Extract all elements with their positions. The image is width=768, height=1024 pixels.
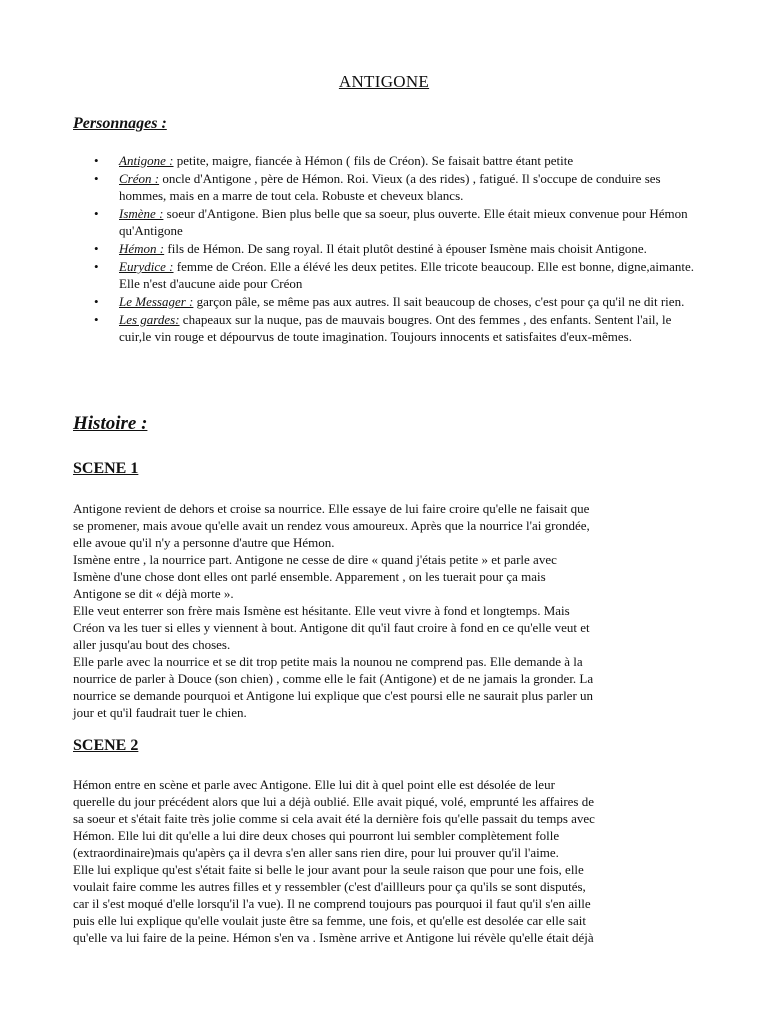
scene-2-title: SCENE 2 <box>73 737 139 754</box>
character-name: Ismène : <box>119 206 164 221</box>
character-item <box>94 152 696 169</box>
text-line: elle avoue qu'il n'y a personne d'autre que Hémon. <box>73 535 335 550</box>
character-description: petite, maigre, fiancée à Hémon ( fils de Créon). Se faisait battre étant petite <box>173 153 574 168</box>
character-description: soeur d'Antigone. Bien plus belle que sa soeur, plus ouverte. Elle était mieux convenue pour Hémon qu'Antigone <box>119 206 688 238</box>
bullet-icon: • <box>94 153 99 168</box>
scene-2-text <box>73 776 696 946</box>
character-item <box>94 205 696 239</box>
text-line: nourrice de parler à Douce (son chien) , comme elle le fait (Antigone) et de ne jamais la gronder. La <box>73 671 594 686</box>
text-line: Antigone revient de dehors et croise sa nourrice. Elle essaye de lui faire croire qu'elle ne faisait que <box>73 501 590 516</box>
text-line: Elle lui explique qu'est s'était faite si belle le jour avant pour la seule raison que pour une fois, elle <box>73 862 584 877</box>
character-item <box>94 293 696 310</box>
bullet-icon: • <box>94 294 99 309</box>
character-description: femme de Créon. Elle a élévé les deux petites. Elle tricote beaucoup. Elle est bonne, digne,aimante. Elle n'est d'aucune aide pour Créon <box>119 259 695 291</box>
text-line: Ismène entre , la nourrice part. Antigone ne cesse de dire « quand j'étais petite » et parle avec <box>73 552 557 567</box>
text-line: se promener, mais avoue qu'elle avait un rendez vous amoureux. Après que la nourrice l'ai grondée, <box>73 518 590 533</box>
character-description: chapeaux sur la nuque, pas de mauvais bougres. Ont des femmes , des enfants. Sentent l'ail, le cuir,le vin rouge et dépourvus de toute imagination. Toujours innocents et satisfaites d'eux-mêmes. <box>119 312 672 344</box>
character-name: Les gardes: <box>119 312 180 327</box>
scene-1-text <box>73 500 696 721</box>
text-line: Ismène d'une chose dont elles ont parlé ensemble. Apparement , on les tuerait pour ça mais <box>73 569 546 584</box>
text-line: sa soeur et s'était faite très jolie comme si cela avait été la dernière fois qu'elle passait du temps avec <box>73 811 595 826</box>
document-title: ANTIGONE <box>338 72 430 91</box>
text-line: puis elle lui explique qu'elle voulait juste être sa femme, une fois, et qu'elle est desolée car elle sait <box>73 913 586 928</box>
bullet-icon: • <box>94 171 99 186</box>
bullet-icon: • <box>94 206 99 221</box>
bullet-icon: • <box>94 312 99 327</box>
bullet-icon: • <box>94 241 99 256</box>
text-line: (extraordinaire)mais qu'apèrs ça il devra s'en aller sans rien dire, pour lui prouver qu'il l'aime. <box>73 845 559 860</box>
character-item <box>94 311 696 345</box>
character-description: oncle d'Antigone , père de Hémon. Roi. Vieux (a des rides) , fatigué. Il s'occupe de conduire ses hommes, mais en a marre de tout cela. Robuste et cheveux blancs. <box>119 171 661 203</box>
character-item <box>94 240 696 257</box>
scene-1-title: SCENE 1 <box>73 460 139 477</box>
text-line: aller jusqu'au bout des choses. <box>73 637 231 652</box>
character-name: Eurydice : <box>119 259 174 274</box>
text-line: Elle veut enterrer son frère mais Ismène est hésitante. Elle veut vivre à fond et longtemps. Mais <box>73 603 570 618</box>
text-line: nourrice se demande pourquoi et Antigone lui explique que c'est poursi elle ne saurait plus parler un <box>73 688 594 703</box>
character-list <box>94 152 696 346</box>
text-line: Créon va les tuer si elles y viennent à bout. Antigone dit qu'il faut croire à fond en ce qu'elle veut et <box>73 620 590 635</box>
personnages-heading: Personnages : <box>73 115 167 132</box>
character-name: Hémon : <box>119 241 165 256</box>
text-line: Hémon. Elle lui dit qu'elle a lui dire deux choses qui pourront lui sembler complètement folle <box>73 828 560 843</box>
text-line: Elle parle avec la nourrice et se dit trop petite mais la nounou ne comprend pas. Elle demande à la <box>73 654 583 669</box>
character-name: Le Messager : <box>119 294 194 309</box>
character-item <box>94 170 696 204</box>
text-line: Antigone se dit « déjà morte ». <box>73 586 234 601</box>
character-description: fils de Hémon. De sang royal. Il était plutôt destiné à épouser Ismène mais choisit Antigone. <box>164 241 647 256</box>
bullet-icon: • <box>94 259 99 274</box>
text-line: voulait faire comme les autres filles et y ressembler (c'est d'aillleurs pour ça qu'ils se sont disputés, <box>73 879 586 894</box>
character-item <box>94 258 696 292</box>
text-line: jour et qu'il faudrait tuer le chien. <box>73 705 247 720</box>
text-line: Hémon entre en scène et parle avec Antigone. Elle lui dit à quel point elle est désolée de leur <box>73 777 555 792</box>
text-line: qu'elle va lui faire de la peine. Hémon s'en va . Ismène arrive et Antigone lui révèle qu'elle était déjà <box>73 930 594 945</box>
character-description: garçon pâle, se même pas aux autres. Il sait beaucoup de choses, c'est pour ça qu'il ne dit rien. <box>193 294 685 309</box>
character-name: Créon : <box>119 171 160 186</box>
histoire-heading: Histoire : <box>73 413 148 434</box>
text-line: querelle du jour précédent alors que lui a déjà oublié. Elle avait piqué, volé, emprunté les affaires de <box>73 794 595 809</box>
character-name: Antigone : <box>119 153 174 168</box>
text-line: car il s'est moqué d'elle lorsqu'il l'a vue). Il ne comprend toujours pas pourquoi il faut qu'il s'en aille <box>73 896 591 911</box>
